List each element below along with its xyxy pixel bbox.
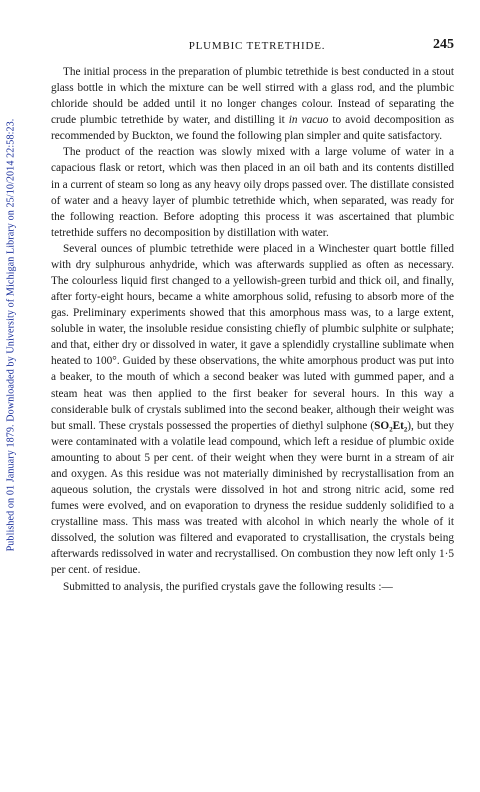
paragraph-initial-process — [51, 64, 454, 144]
publication-notice: Published on 01 January 1879. Downloaded by University of Michigan Library on 25/10/2014 22:58:23. — [5, 118, 17, 552]
publication-notice-sidebar — [3, 40, 19, 630]
paragraph-product-reaction: The product of the reaction was slowly mixed with a large volume of water in a capacious flask or retort, which was then placed in an oil bath and its contents distilled in a current of steam so long as any heavy oily drops passed over. The distillate consisted of water and a heavy layer of plumbic tetrethide which, when separated, was ready for the following reaction. Before adopting this process it was ascertained that plumbic tetrethide suffers no decomposition by distillation with water. — [51, 146, 454, 239]
italic-term: in vacuo — [288, 114, 329, 127]
paragraph-text: ), but they were contaminated with a volatile lead compound, which left a residue of plumbic oxide amounting to about 5 per cent. of their weight when they were burnt in a stream of air and oxygen. As this residue was not materially diminished by recrystallisation from an aqueous solution, the crystals were dissolved in hot and strong nitric acid, some red fumes were evolved, and on evaporation to dryness the residue suddenly solidified to a crystalline mass. This mass was treated with alcohol in which nearly the whole of it dissolved, the solution was filtered and evaporated to crystallisation, the crystals being afterwards redissolved in water and recrystallised. On combustion they now left only 1·5 per cent. of residue. — [51, 419, 455, 577]
paragraph-text: The initial process in the preparation of plumbic tetrethide is best conducted in a stout glass bottle in which the mixture can be well stirred with a glass rod, and the plumbic chloride should be added until it no longer changes colour. Instead of separating the crude plumbic tetrethide by water, and distilling it — [51, 66, 454, 127]
body-text — [51, 64, 454, 595]
paragraph-several-ounces — [51, 241, 454, 579]
chemical-formula: SO₂Et₂ — [374, 419, 408, 432]
paragraph-analysis: Submitted to analysis, the purified crystals gave the following results :— — [63, 580, 393, 593]
paragraph-text: to avoid decomposition as recommended by Buckton, we found the following plan simpler and quite satisfactory. — [51, 114, 454, 143]
running-title: PLUMBIC TETRETHIDE. — [188, 40, 326, 52]
paragraph-text: Several ounces of plumbic tetrethide were placed in a Winchester quart bottle filled with dry sulphurous anhydride, which was afterwards supplied as often as necessary. The colourless liquid first changed to a yellowish-green turbid and thick oil, and finally, after forty-eight hours, became a white amorphous solid, refusing to absorb more of the gas. Preliminary experiments showed that this amorphous mass was, to a large extent, soluble in water, the insoluble residue consisting chiefly of plumbic sulphite or sulphate; and that, either dry or dissolved in water, it gave a splendidly crystalline sublimate when heated to 100°. Guided by these observations, the white amorphous product was put into a beaker, to the mouth of which a second beaker was luted with gummed paper, and a steam heat was then applied to the first beaker for several hours. In this way a considerable bulk of crystals sublimed into the second beaker, although their weight was but small. These crystals possessed the properties of diethyl sulphone ( — [51, 242, 454, 432]
running-header — [60, 37, 454, 57]
page-number: 245 — [433, 37, 454, 52]
